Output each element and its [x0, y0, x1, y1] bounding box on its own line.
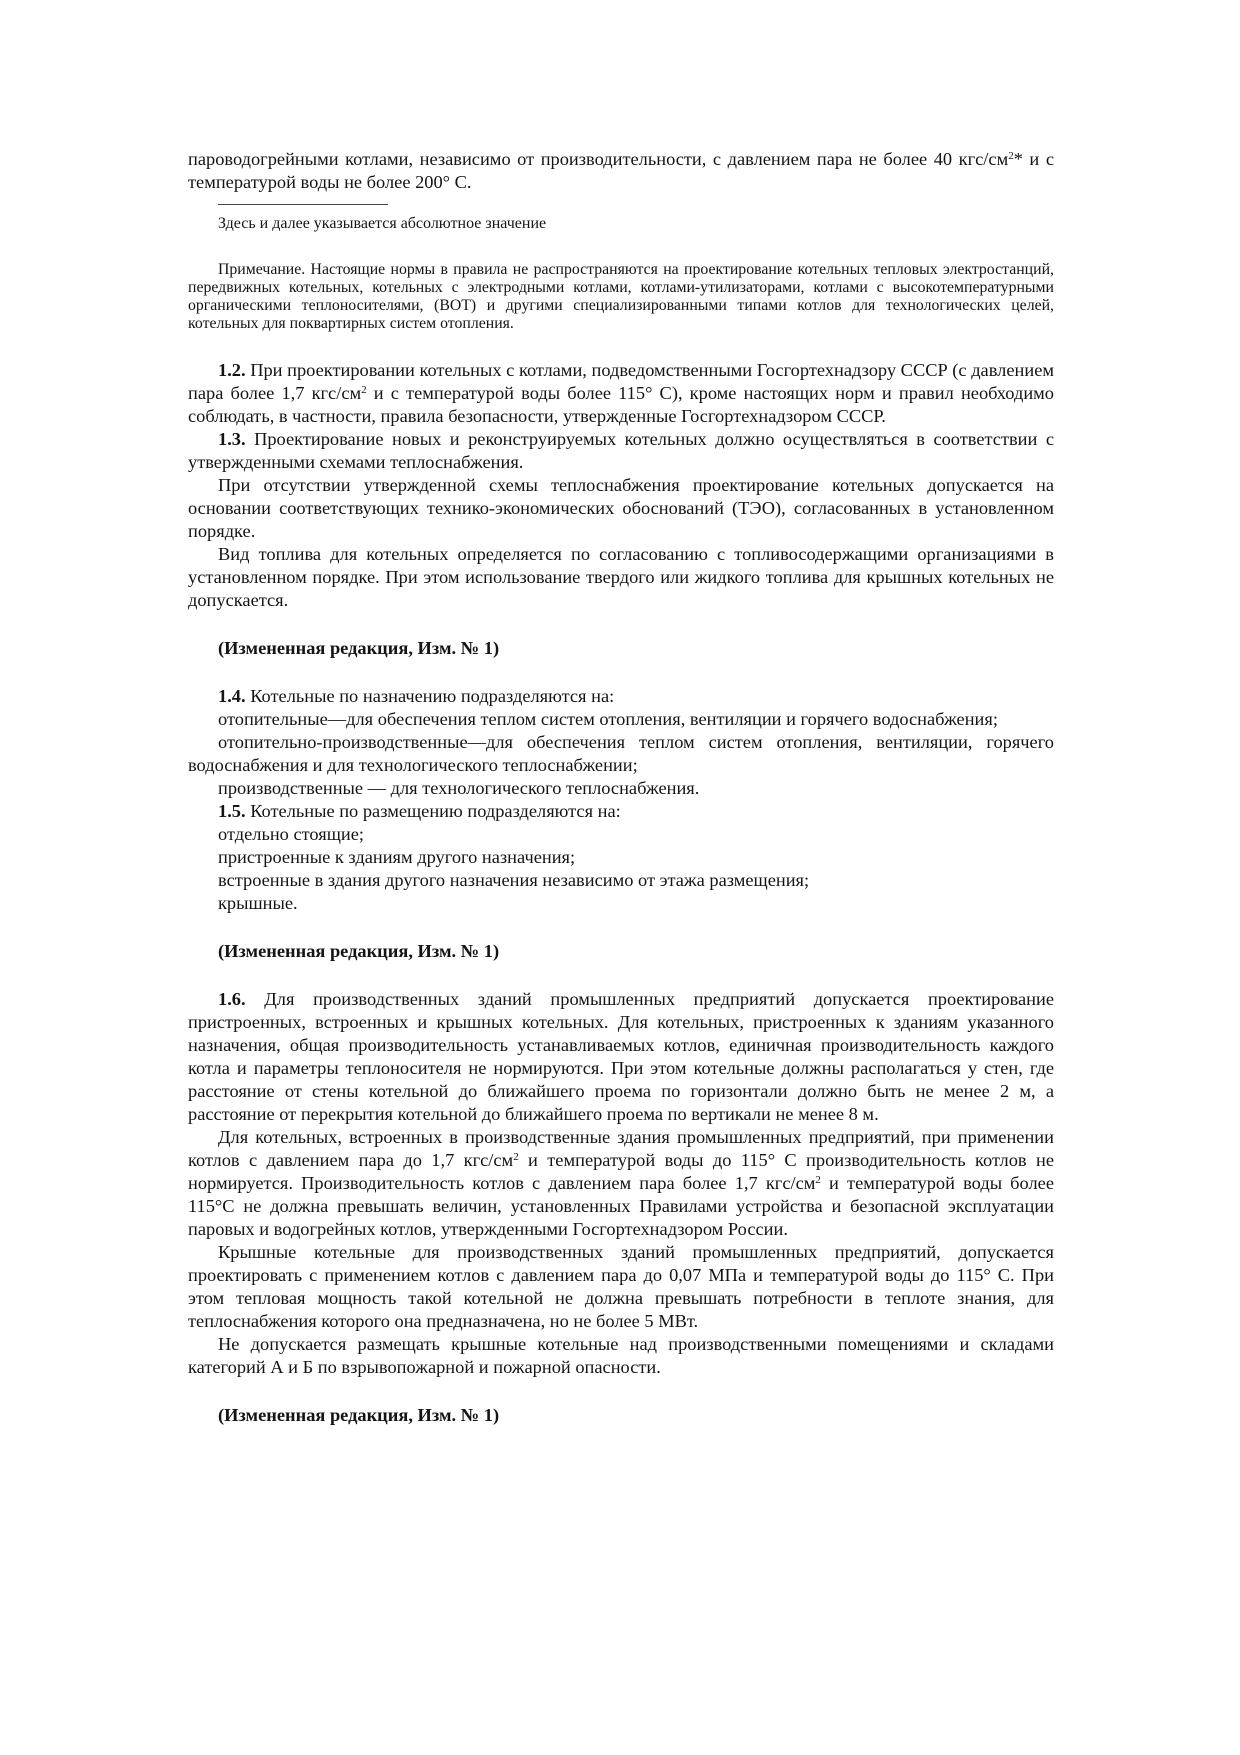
section-1-2	[188, 359, 1054, 428]
intro-text: пароводогрейными котлами, независимо от производительности, с давлением пара не более 40 кгс/см	[188, 149, 1009, 169]
list-item: производственные — для технологического теплоснабжения.	[218, 778, 700, 798]
footnote-rule	[218, 204, 388, 205]
section-number: 1.4.	[218, 686, 246, 706]
list-item: крышные.	[218, 893, 298, 913]
list-item: отопительные—для обеспечения теплом систем отопления, вентиляции и горячего водоснабжения;	[218, 709, 998, 729]
section-1-6	[188, 988, 1054, 1126]
amendment-note-3: (Измененная редакция, Изм. № 1)	[218, 1405, 500, 1425]
section-text: Проектирование новых и реконструируемых котельных должно осуществляться в соответствии с утвержденными схемами теплоснабжения.	[188, 429, 1054, 472]
section-text-cont: и температурой воды более 115°С не должна превышать величин, установленных Правилами устройства и безопасной эксплуатации паровых и водогрейных котлов, утвержденными Госгортехнадзором России.	[188, 1173, 1054, 1239]
section-text-cont: и с температурой воды более 115° С), кроме настоящих норм и правил необходимо соблюдать, в частности, правила безопасности, утвержденные Госгортехнадзором СССР.	[188, 383, 1054, 426]
section-1-5	[188, 800, 1054, 823]
section-1-6-paragraph-3: Крышные котельные для производственных зданий промышленных предприятий, допускается проектировать с применением котлов с давлением пара до 0,07 МПа и температурой воды до 115° С. При этом тепловая мощность такой котельной не должна превышать потребности в теплоте знания, для теплоснабжения которого она предназначена, но не более 5 МВт.	[188, 1242, 1054, 1331]
section-1-3	[188, 428, 1054, 474]
section-text: Для производственных зданий промышленных предприятий допускается проектирование пристроенных, встроенных и крышных котельных. Для котельных, пристроенных к зданиям указанного назначения, общая производительность устанавливаемых котлов, единичная производительность каждого котла и параметры теплоносителя не нормируются. При этом котельные должны располагаться у стен, где расстояние от стены котельной до ближайшего проема по горизонтали должно быть не менее 2 м, а расстояние от перекрытия котельной до ближайшего проема по вертикали не менее 8 м.	[188, 989, 1054, 1124]
superscript: 2	[815, 1174, 821, 1186]
superscript: 2	[361, 384, 367, 396]
section-number: 1.6.	[218, 989, 246, 1009]
section-number: 1.3.	[218, 429, 246, 449]
section-1-6-paragraph-2	[188, 1126, 1054, 1241]
section-number: 1.2.	[218, 360, 246, 380]
section-number: 1.5.	[218, 801, 246, 821]
list-item: отопительно-производственные—для обеспечения теплом систем отопления, вентиляции, горячего водоснабжения и для технологического теплоснабжении;	[188, 732, 1054, 775]
intro-text-cont: * и с температурой воды не более 200° С.	[188, 149, 1054, 192]
section-1-3-paragraph-2: При отсутствии утвержденной схемы теплоснабжения проектирование котельных допускается на основании соответствующих технико-экономических обоснований (ТЭО), согласованных в установленном порядке.	[188, 475, 1054, 541]
section-text: Для котельных, встроенных в производственные здания промышленных предприятий, при применении котлов с давлением пара до 1,7 кгс/см	[188, 1127, 1054, 1170]
intro-paragraph	[188, 148, 1054, 194]
section-text: Котельные по назначению подразделяются на:	[245, 686, 615, 706]
list-item: встроенные в здания другого назначения независимо от этажа размещения;	[218, 870, 810, 890]
document-page	[188, 148, 1054, 1427]
footnote-text: Здесь и далее указывается абсолютное значение	[218, 215, 547, 232]
section-1-6-paragraph-4: Не допускается размещать крышные котельные над производственными помещениями и складами категорий А и Б по взрывопожарной и пожарной опасности.	[188, 1334, 1054, 1377]
section-text: При проектировании котельных с котлами, подведомственными Госгортехнадзору СССР (с давлением пара более 1,7 кгс/см	[188, 360, 1054, 403]
amendment-note-1: (Измененная редакция, Изм. № 1)	[218, 638, 500, 658]
section-text: Котельные по размещению подразделяются на:	[245, 801, 621, 821]
list-item: отдельно стоящие;	[218, 824, 365, 844]
section-1-3-paragraph-3: Вид топлива для котельных определяется по согласованию с топливосодержащими организациями в установленном порядке. При этом использование твердого или жидкого топлива для крышных котельных не допускается.	[188, 544, 1054, 610]
section-text-cont: и температурой воды до 115° С производительность котлов не нормируется. Производительность котлов с давлением пара более 1,7 кгс/см	[188, 1150, 1054, 1193]
superscript: 2	[1008, 150, 1014, 162]
list-item: пристроенные к зданиям другого назначения;	[218, 847, 576, 867]
note-paragraph: Примечание. Настоящие нормы в правила не распространяются на проектирование котельных тепловых электростанций, передвижных котельных, котельных с электродными котлами, котлами-утилизаторами, котлами с высокотемпературными органическими теплоносителями, (ВОТ) и другими специализированными типами котлов для технологических целей, котельных для поквартирных систем отопления.	[188, 261, 1054, 332]
amendment-note-2: (Измененная редакция, Изм. № 1)	[218, 941, 500, 961]
section-1-4	[188, 685, 1054, 708]
superscript: 2	[513, 1151, 519, 1163]
